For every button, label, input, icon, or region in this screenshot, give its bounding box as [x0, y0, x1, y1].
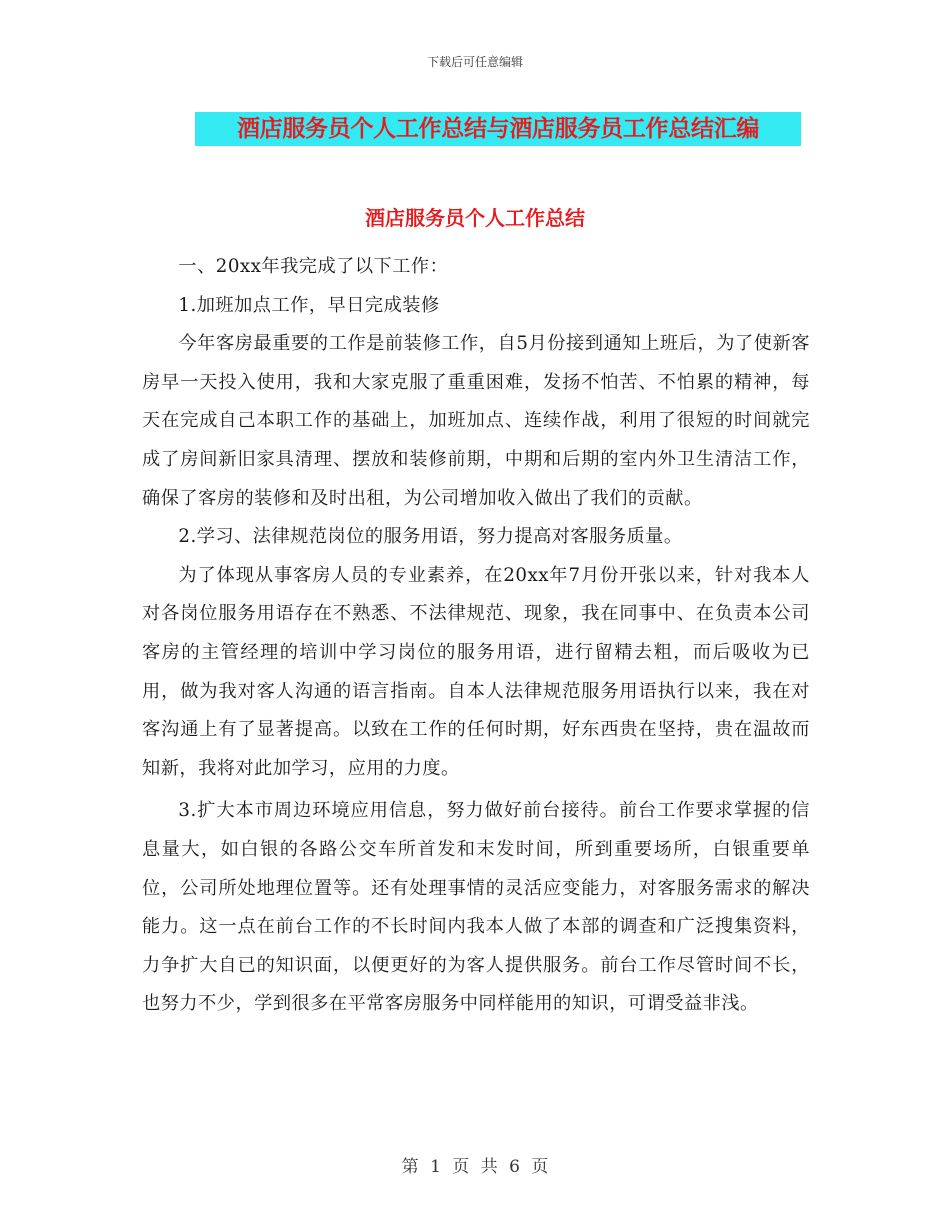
document-body — [142, 222, 810, 1024]
document-title-highlight — [195, 112, 801, 146]
paragraph-3: 今年客房最重要的工作是前装修工作，自5月份接到通知上班后，为了使新客房早一天投入使用，我和大家克服了重重困难，发扬不怕苦、不怕累的精神，每天在完成自己本职工作的基础上，加班加点、连续作战，利用了很短的时间就完成了房间新旧家具清理、摆放和装修前期，中期和后期的室内外卫生清洁工作，确保了客房的装修和及时出租，为公司增加收入做出了我们的贡献。 — [142, 333, 810, 509]
paragraph-5: 为了体现从事客房人员的专业素养，在20xx年7月份开张以来，针对我本人对各岗位服务用语存在不熟悉、不法律规范、现象，我在同事中、在负责本公司客房的主管经理的培训中学习岗位的服务用语，进行留精去粗，而后吸收为已用，做为我对客人沟通的语言指南。自本人法律规范服务用语执行以来，我在对客沟通上有了显著提高。以致在工作的任何时期，好东西贵在坚持，贵在温故而知新，我将对此加学习，应用的力度。 — [142, 564, 810, 779]
paragraph-2: 1.加班加点工作，早日完成装修 — [178, 294, 440, 316]
paragraph-4: 2.学习、法律规范岗位的服务用语，努力提高对客服务质量。 — [178, 526, 683, 548]
section-title: 酒店服务员个人工作总结 — [365, 206, 585, 230]
paragraph-1: 一、20xx年我完成了以下工作： — [178, 256, 449, 277]
page-number: 第 1 页 共 6 页 — [401, 1157, 549, 1177]
document-title: 酒店服务员个人工作总结与酒店服务员工作总结汇编 — [236, 115, 760, 142]
header-note: 下载后可任意编辑 — [426, 55, 523, 69]
paragraph-6: 3.扩大本市周边环境应用信息，努力做好前台接待。前台工作要求掌握的信息量大，如白银的各路公交车所首发和末发时间，所到重要场所，白银重要单位，公司所处地理位置等。还有处理事情的灵活应变能力，对客服务需求的解决能力。这一点在前台工作的不长时间内我本人做了本部的调查和广泛搜集资料，力争扩大自已的知识面，以便更好的为客人提供服务。前台工作尽管时间不长，也努力不少，学到很多在平常客房服务中同样能用的知识，可谓受益非浅。 — [142, 800, 810, 1015]
